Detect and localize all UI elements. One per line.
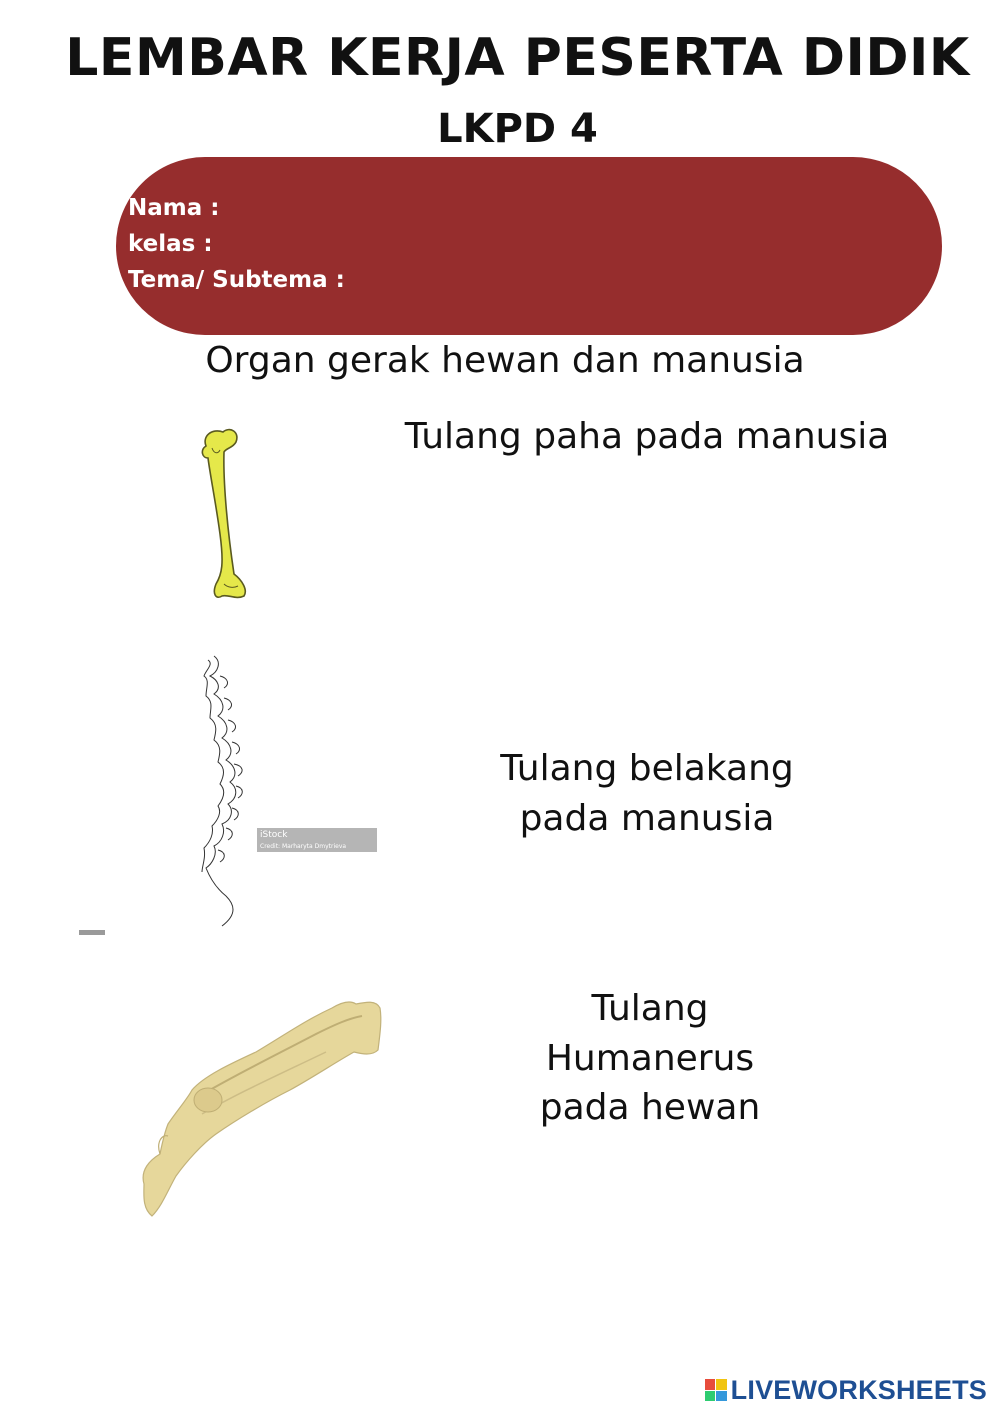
theme-label: Tema/ Subtema :	[128, 267, 345, 293]
spine-bone-icon	[196, 652, 266, 932]
label-line: pada hewan	[539, 1087, 761, 1129]
label-line: Tulang	[591, 988, 709, 1029]
item-label-femur	[400, 412, 894, 462]
name-label: Nama :	[128, 195, 220, 221]
brand-footer	[705, 1375, 987, 1405]
student-info-box	[116, 157, 942, 335]
item-label-spine	[500, 744, 794, 843]
page-subtitle: LKPD 4	[437, 106, 598, 152]
liveworksheets-logo-icon	[705, 1379, 727, 1401]
page-title: LEMBAR KERJA PESERTA DIDIK	[65, 28, 970, 88]
stock-watermark	[257, 828, 377, 852]
mini-watermark	[79, 930, 105, 935]
class-label: kelas :	[128, 231, 213, 257]
label-line: Tulang paha pada manusia	[404, 416, 890, 457]
brand-name: LIVEWORKSHEETS	[730, 1374, 987, 1405]
watermark-brand: iStock	[260, 830, 288, 840]
animal-bone-icon	[136, 994, 386, 1224]
label-line: Tulang belakang	[500, 748, 794, 789]
topic-heading: Organ gerak hewan dan manusia	[205, 340, 805, 381]
label-line: Humanerus	[545, 1037, 755, 1079]
label-line: pada manusia	[519, 797, 775, 839]
item-label-animal-bone	[500, 984, 800, 1133]
femur-bone-icon	[190, 424, 260, 604]
watermark-credit: Credit: Marharyta Dmytrieva	[260, 843, 347, 850]
